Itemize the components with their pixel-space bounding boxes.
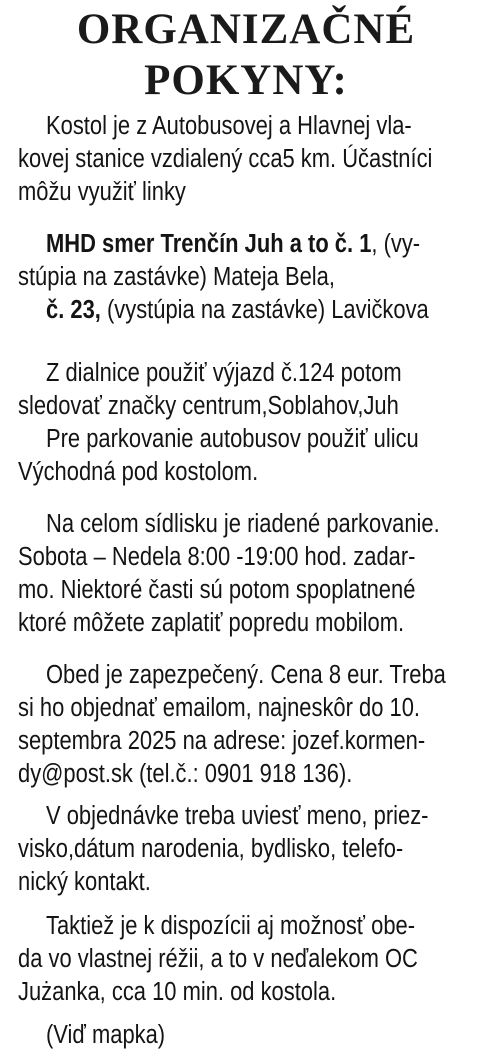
text-line: stúpia na zastávke) Mateja Bela, <box>18 263 335 291</box>
text-line: Na celom sídlisku je riadené parkovanie. <box>46 510 440 538</box>
text-line: kovej stanice vzdialený cca5 km. Účastníci <box>18 145 433 173</box>
text-line: da vo vlastnej réžii, a to v neďalekom OC <box>18 945 418 973</box>
text-line: ktoré môžete zaplatiť popredu mobilom. <box>18 609 405 637</box>
bus-line-info <box>46 228 420 260</box>
text-line: Taktiež je k dispozícii aj možnosť obe- <box>46 912 416 940</box>
text-line: si ho objednať emailom, najneskôr do 10. <box>18 694 420 722</box>
bus-number-highlight: č. 23, <box>46 296 101 324</box>
text-line: septembra 2025 na adrese: jozef.kormen- <box>18 727 426 755</box>
bus-route-text: , (vy- <box>371 230 421 258</box>
text-line: visko,dátum narodenia, bydlisko, telefo- <box>18 835 404 863</box>
map-reference: (Viď mapka) <box>46 1021 166 1049</box>
text-line: Jużanka, cca 10 min. od kostola. <box>18 978 337 1006</box>
text-line: môžu využiť linky <box>18 178 186 206</box>
bus-route-highlight: MHD smer Trenčín Juh a to č. 1 <box>46 230 372 258</box>
text-line: Pre parkovanie autobusov použiť ulicu <box>46 425 419 453</box>
text-line: sledovať značky centrum,Soblahov,Juh <box>18 392 399 420</box>
text-line: mo. Niektoré časti sú potom spoplatnené <box>18 576 416 604</box>
text-line: dy@post.sk (tel.č.: 0901 918 136). <box>18 760 353 788</box>
text-line: Obed je zapezpečený. Cena 8 eur. Treba <box>46 661 446 689</box>
page-title-line2: POKYNY: <box>144 57 348 104</box>
bus-line-info-2 <box>46 294 429 326</box>
text-line: Sobota – Nedela 8:00 -19:00 hod. zadar- <box>18 543 416 571</box>
text-line: nický kontakt. <box>18 868 151 896</box>
text-line: Z dialnice použiť výjazd č.124 potom <box>46 359 402 387</box>
text-line: V objednávke treba uviesť meno, priez- <box>46 802 429 830</box>
text-line: Východná pod kostolom. <box>18 458 259 486</box>
bus-stop-text: (vystúpia na zastávke) Lavičkova <box>100 296 429 324</box>
text-line: Kostol je z Autobusovej a Hlavnej vla- <box>46 112 412 140</box>
page-title: ORGANIZAČNÉ <box>76 6 416 53</box>
